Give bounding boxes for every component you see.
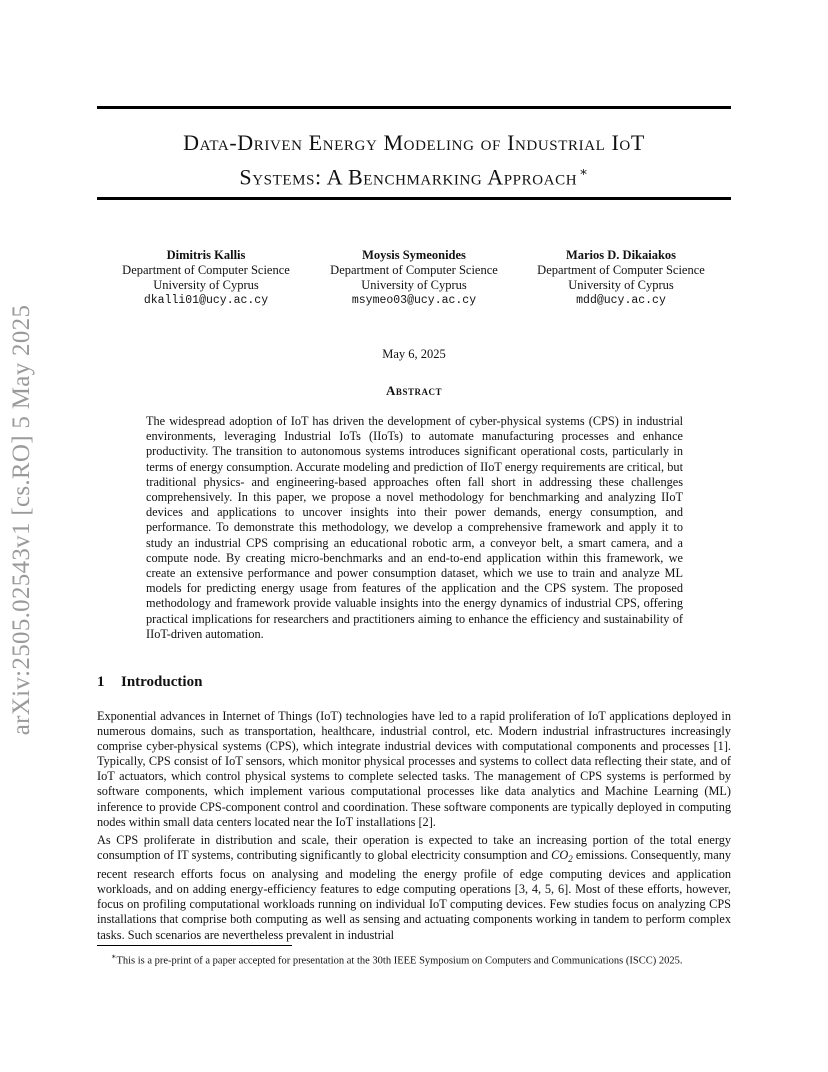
paper-date: May 6, 2025 [382,347,446,361]
title-footnote-marker: ∗ [579,164,589,179]
author-university: University of Cyprus [568,278,674,292]
author-email[interactable]: dkalli01@ucy.ac.cy [143,294,269,307]
paper-title [97,128,731,191]
arxiv-sidebar [2,290,42,750]
intro-paragraph-1: Exponential advances in Internet of Things (IoT) technologies have led to a rapid proliferation of IoT applications deployed in numerous domains, such as transportation, healthcare, industrial control, etc. Modern industrial infrastructures increasingly comprise cyber-physical systems (CPS), which integrate industrial devices with computational components and processes [1]. Typically, CPS consist of IoT sensors, which monitor physical processes and systems to collect data reflecting their state, and of IoT actuators, which control physical systems to complete selected tasks. The management of CPS systems is performed by software components, which implement various computational processes like data analytics and Machine Learning (ML) inference to provide CPS-component control and coordination. These software components are typically deployed in computing nodes within small data centers located near the IoT installations [2]. [97,709,731,829]
author-block [101,248,311,308]
title-bottom-rule [97,197,731,200]
section-heading [97,674,202,691]
title-top-rule [97,106,731,109]
footnote-text: This is a pre-print of a paper accepted for presentation at the 30th IEEE Symposium on Computers and Communications (ISCC) 2025. [116,955,683,967]
author-name: Dimitris Kallis [166,248,246,262]
footnote [97,950,731,968]
section-number: 1 [97,674,105,690]
author-department: Department of Computer Science [122,263,290,277]
intro-p2-text-before: As CPS proliferate in distribution and scale, their operation is expected to take an increasing portion of the total energy consumption of IT systems, contributing significantly to global electricity consumption and [97,833,731,863]
author-email[interactable]: msymeo03@ucy.ac.cy [351,294,477,307]
author-name: Marios D. Dikaiakos [565,248,677,262]
author-university: University of Cyprus [153,278,259,292]
intro-paragraph-2 [97,833,731,943]
author-department: Department of Computer Science [537,263,705,277]
author-university: University of Cyprus [361,278,467,292]
abstract-heading: Abstract [386,383,442,398]
footnote-marker: ∗ [111,952,117,961]
footnote-rule [97,945,292,946]
abstract-text: The widespread adoption of IoT has driven the development of cyber-physical systems (CPS) in industrial environments, leveraging Industrial IoTs (IIoTs) to automate manufacturing processes and enhance productivity. The transition to autonomous systems introduces significant operational costs, particularly in terms of energy consumption. Accurate modeling and prediction of IIoT energy requirements are critical, but traditional physics- and engineering-based approaches often fall short in addressing these challenges comprehensively. In this paper, we propose a novel methodology for benchmarking and analyzing IIoT devices and applications to uncover insights into their power demands, energy consumption, and performance. To demonstrate this methodology, we develop a comprehensive framework and apply it to study an industrial CPS comprising an educational robotic arm, a conveyor belt, a smart camera, and a compute node. By creating micro-benchmarks and an end-to-end application within this framework, we create an extensive performance and power consumption dataset, which we use to train and analyze ML models for predicting energy usage from features of the application and the CPS system. The proposed methodology and framework provide valuable insights into the energy dynamics of industrial CPS, offering practical implications for researchers and practitioners aiming to enhance the efficiency and sustainability of IIoT-driven automation. [146,414,683,641]
author-name: Moysis Symeonides [362,248,466,262]
author-email[interactable]: mdd@ucy.ac.cy [576,294,666,307]
title-line-1: Data-Driven Energy Modeling of Industrial IoT [183,130,645,155]
title-line-2: Systems: A Benchmarking Approach [239,164,578,190]
author-block [309,248,519,308]
co2-base: CO [551,848,569,863]
section-title: Introduction [121,674,203,690]
intro-p2-text-after: emissions. Consequently, many recent research efforts focus on analysing and modeling the energy profile of edge computing devices and application workloads, and on adding energy-efficiency features to edge computing operations [3, 4, 5, 6]. Most of these efforts, however, focus on profiling computational workloads running on individual IoT computing devices. Few studies focus on analyzing CPS installations that comprise both computing as well as sensing and actuating components working in tandem to perform complex tasks. Such scenarios are nevertheless prevalent in industrial [97,848,732,942]
co2-subscript: 2 [568,854,573,865]
author-department: Department of Computer Science [330,263,498,277]
arxiv-identifier[interactable]: arXiv:2505.02543v1 [cs.RO] 5 May 2025 [8,304,35,736]
author-block [516,248,726,308]
co2-formula [551,848,573,865]
